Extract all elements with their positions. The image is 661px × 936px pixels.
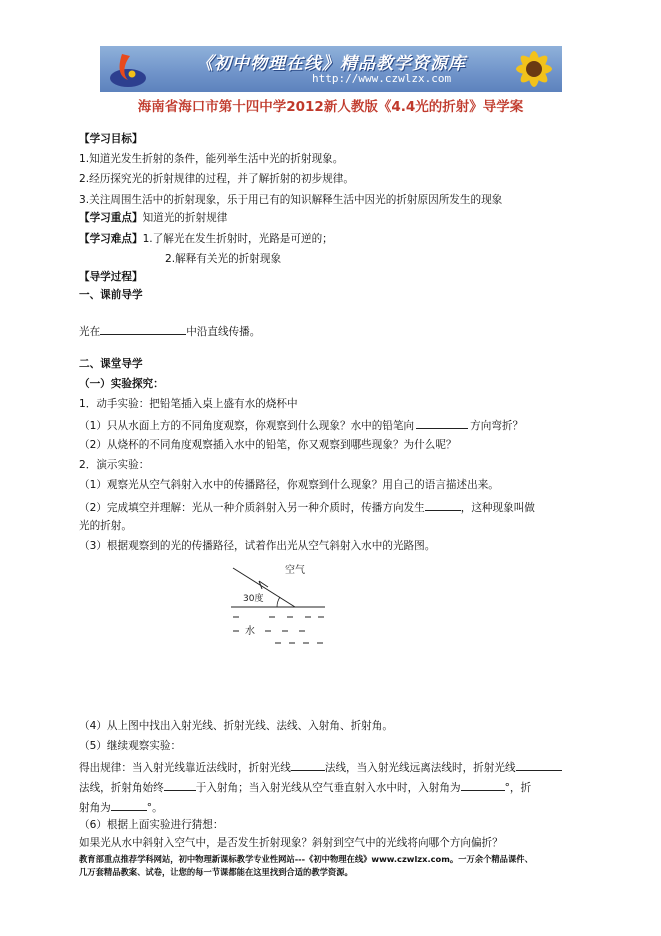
question-text: °，折 [504, 782, 532, 794]
angle-label: 30度 [243, 594, 264, 604]
rule-line [79, 759, 562, 775]
process-heading: 【导学过程】 [79, 271, 143, 283]
difficulty-label: 【学习难点】 [79, 233, 143, 245]
answer-blank[interactable] [291, 759, 325, 771]
answer-blank[interactable] [461, 779, 505, 791]
banner-title: 《初中物理在线》精品教学资源库 [196, 54, 466, 74]
page-title: 海南省海口市第十四中学2012新人教版《4.4光的折射》导学案 [137, 99, 524, 115]
question-text: 光的折射。 [79, 520, 132, 532]
question-text: 方向弯折？ [470, 420, 524, 432]
question-text: 得出规律：当入射光线靠近法线时，折射光线 [79, 762, 291, 774]
pre-class-heading: 一、课前导学 [79, 289, 143, 301]
question-text: （1）只从水面上方的不同角度观察，你观察到什么现象？水中的铅笔向 [79, 420, 415, 432]
angle-arc [277, 597, 280, 607]
refraction-diagram [225, 560, 335, 652]
question [79, 417, 523, 433]
question-text: ，这种现象叫做 [460, 502, 535, 514]
key-point-text: 知道光的折射规律 [142, 212, 228, 224]
answer-blank[interactable] [416, 417, 468, 429]
difficulty [79, 232, 333, 246]
question: 如果光从水中斜射入空气中，是否发生折射现象？斜射到空气中的光线将向哪个方向偏折？ [79, 837, 503, 849]
question-text: 光在 [79, 326, 101, 338]
ray-arrow-icon [259, 581, 268, 589]
question-text: 法线，当入射光线远离法线时，折射光线 [324, 762, 516, 774]
section-heading: （一）实验探究： [79, 378, 164, 390]
air-label: 空气 [285, 565, 305, 576]
question-text: 中沿直线传播。 [186, 326, 261, 338]
question: （1）观察光从空气斜射入水中的传播路径，你观察到什么现象？用自己的语言描述出来。 [79, 479, 499, 491]
question-text: 射角为 [79, 802, 111, 814]
footer-line: 教育部重点推荐学科网站，初中物理新课标教学专业性网站---《初中物理在线》www.czwlzx.com。一万余个精品课件、 [79, 854, 533, 864]
question-text: °。 [146, 802, 163, 814]
rule-line [79, 799, 163, 815]
objective-item: 1.知道光发生折射的条件，能列举生活中光的折射现象。 [79, 153, 344, 165]
footer-line: 几万套精品教案、试卷，让您的每一节课都能在这里找到合适的教学资源。 [79, 867, 353, 877]
experiment-item: 2．演示实验： [79, 459, 150, 471]
objectives-heading: 【学习目标】 [79, 133, 143, 145]
experiment-item: 1．动手实验：把铅笔插入桌上盛有水的烧杯中 [79, 398, 298, 410]
difficulty-item: 1.了解光在发生折射时，光路是可逆的； [142, 233, 333, 245]
question: （5）继续观察实验： [79, 740, 182, 752]
water-label: 水 [245, 626, 255, 637]
in-class-heading: 二、课堂导学 [79, 358, 143, 370]
answer-blank[interactable] [100, 323, 186, 335]
question: （6）根据上面实验进行猜想： [79, 819, 224, 831]
objective-item: 3.关注周围生活中的折射现象，乐于用已有的知识解释生活中因光的折射原因所发生的现象 [79, 194, 503, 206]
footer-note [79, 853, 599, 879]
key-point-label: 【学习重点】 [79, 212, 143, 224]
question-text: 法线，折射角始终 [79, 782, 164, 794]
banner-url: http://www.czwlzx.com [312, 72, 452, 85]
difficulty-item: 2.解释有关光的折射现象 [165, 253, 282, 265]
question-text: 于入射角；当入射光线从空气垂直射入水中时，入射角为 [195, 782, 461, 794]
answer-blank[interactable] [516, 759, 562, 771]
key-point [79, 211, 227, 225]
answer-blank[interactable] [164, 779, 196, 791]
question-text: （2）完成填空并理解：光从一种介质斜射入另一种介质时，传播方向发生 [79, 502, 425, 514]
pre-class-question [79, 323, 260, 339]
answer-blank[interactable] [425, 499, 461, 511]
rule-line [79, 779, 531, 795]
answer-blank[interactable] [111, 799, 147, 811]
logo-icon [108, 48, 148, 90]
header-banner [100, 46, 562, 92]
question [79, 499, 535, 515]
sunflower-icon [484, 47, 558, 91]
question: （4）从上图中找出入射光线、折射光线、法线、入射角、折射角。 [79, 720, 393, 732]
question: （3）根据观察到的光的传播路径，试着作出光从空气斜射入水中的光路图。 [79, 540, 436, 552]
objective-item: 2.经历探究光的折射规律的过程，并了解折射的初步规律。 [79, 173, 354, 185]
question: （2）从烧杯的不同角度观察插入水中的铅笔，你又观察到哪些现象？为什么呢？ [79, 439, 457, 451]
